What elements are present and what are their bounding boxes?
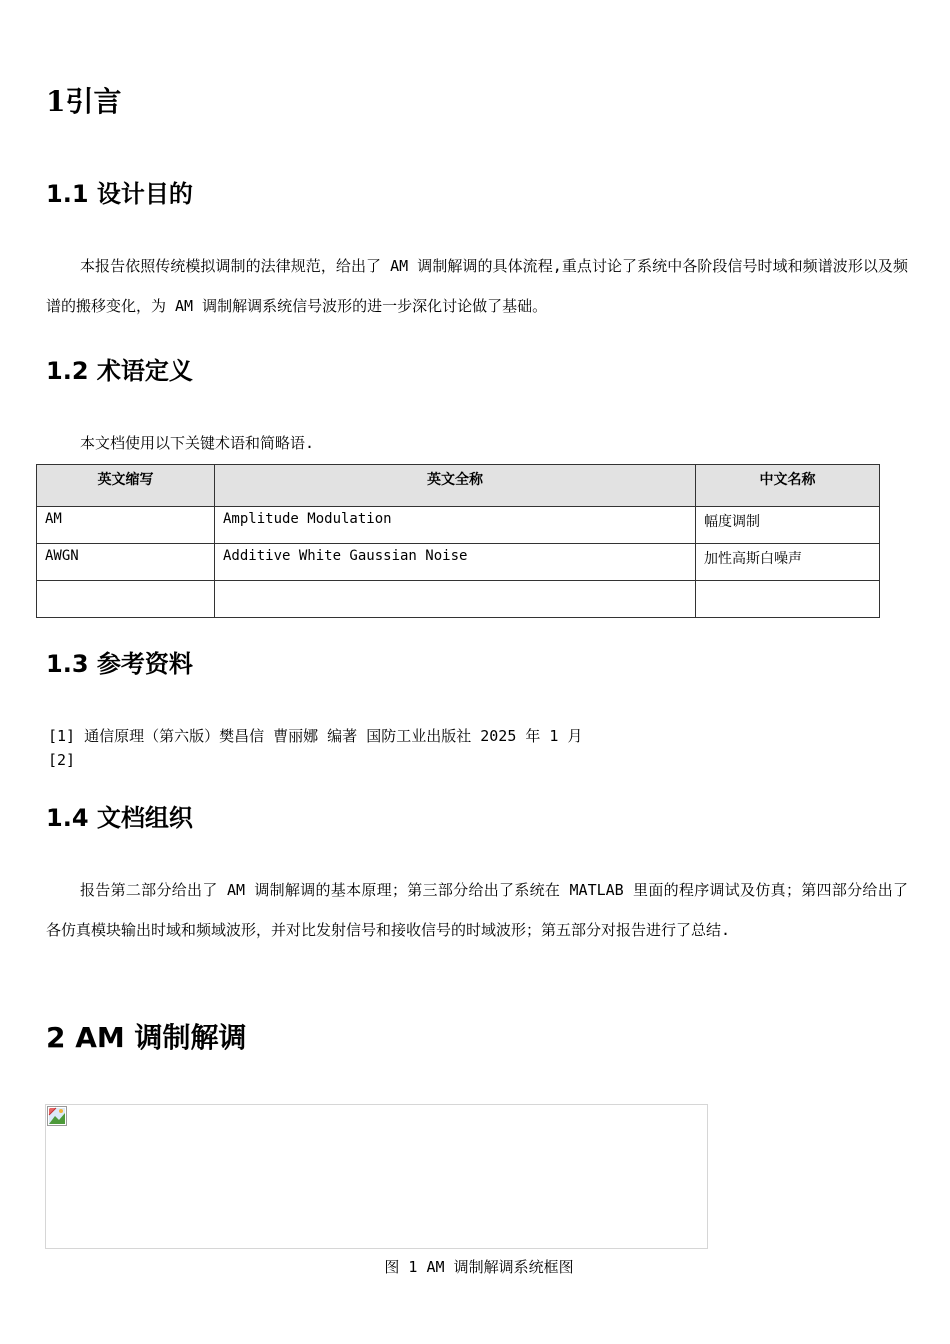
reference-item: [2] [48,751,76,769]
section-1-title: 引言 [65,85,122,118]
section-2-heading: 2 AM 调制解调 [46,1021,247,1054]
reference-list [48,724,583,772]
table-row [37,544,880,581]
table-cell: 幅度调制 [696,507,880,544]
table-cell: 加性高斯白噪声 [696,544,880,581]
section-1-1-heading: 1.1 设计目的 [46,180,193,208]
table-cell: AM [37,507,215,544]
table-row [37,581,880,618]
section-1-3-heading: 1.3 参考资料 [46,650,193,678]
reference-item: [1] 通信原理（第六版）樊昌信 曹丽娜 编著 国防工业出版社 2025 年 1 月 [48,727,583,745]
section-1-number: 1 [46,85,66,118]
table-header-row [37,465,880,507]
section-1-2-intro: 本文档使用以下关键术语和简略语. [80,434,315,452]
table-cell [215,581,696,618]
table-row [37,507,880,544]
table-cell [696,581,880,618]
section-1-4-heading: 1.4 文档组织 [46,804,193,832]
figure-image-placeholder [45,1104,708,1249]
section-1-2-heading: 1.2 术语定义 [46,357,193,385]
section-1-4-paragraph: 报告第二部分给出了 AM 调制解调的基本原理；第三部分给出了系统在 MATLAB 里面的程序调试及仿真；第四部分给出了各仿真模块输出时域和频域波形，并对比发射信号和接收信号的时域波形；第五部分对报告进行了总结. [46,881,908,939]
table-header-chinese: 中文名称 [696,465,880,507]
table-cell: Additive White Gaussian Noise [215,544,696,581]
table-header-fullname: 英文全称 [215,465,696,507]
table-cell: AWGN [37,544,215,581]
broken-image-icon [47,1106,67,1126]
section-1-1-paragraph: 本报告依照传统模拟调制的法律规范，给出了 AM 调制解调的具体流程,重点讨论了系统中各阶段信号时域和频谱波形以及频谱的搬移变化，为 AM 调制解调系统信号波形的进一步深化讨论做了基础。 [46,257,908,315]
section-1-heading [46,84,122,120]
table-header-abbr: 英文缩写 [37,465,215,507]
terms-table [36,464,880,618]
table-cell [37,581,215,618]
figure-caption: 图 1 AM 调制解调系统框图 [384,1258,574,1276]
table-cell: Amplitude Modulation [215,507,696,544]
